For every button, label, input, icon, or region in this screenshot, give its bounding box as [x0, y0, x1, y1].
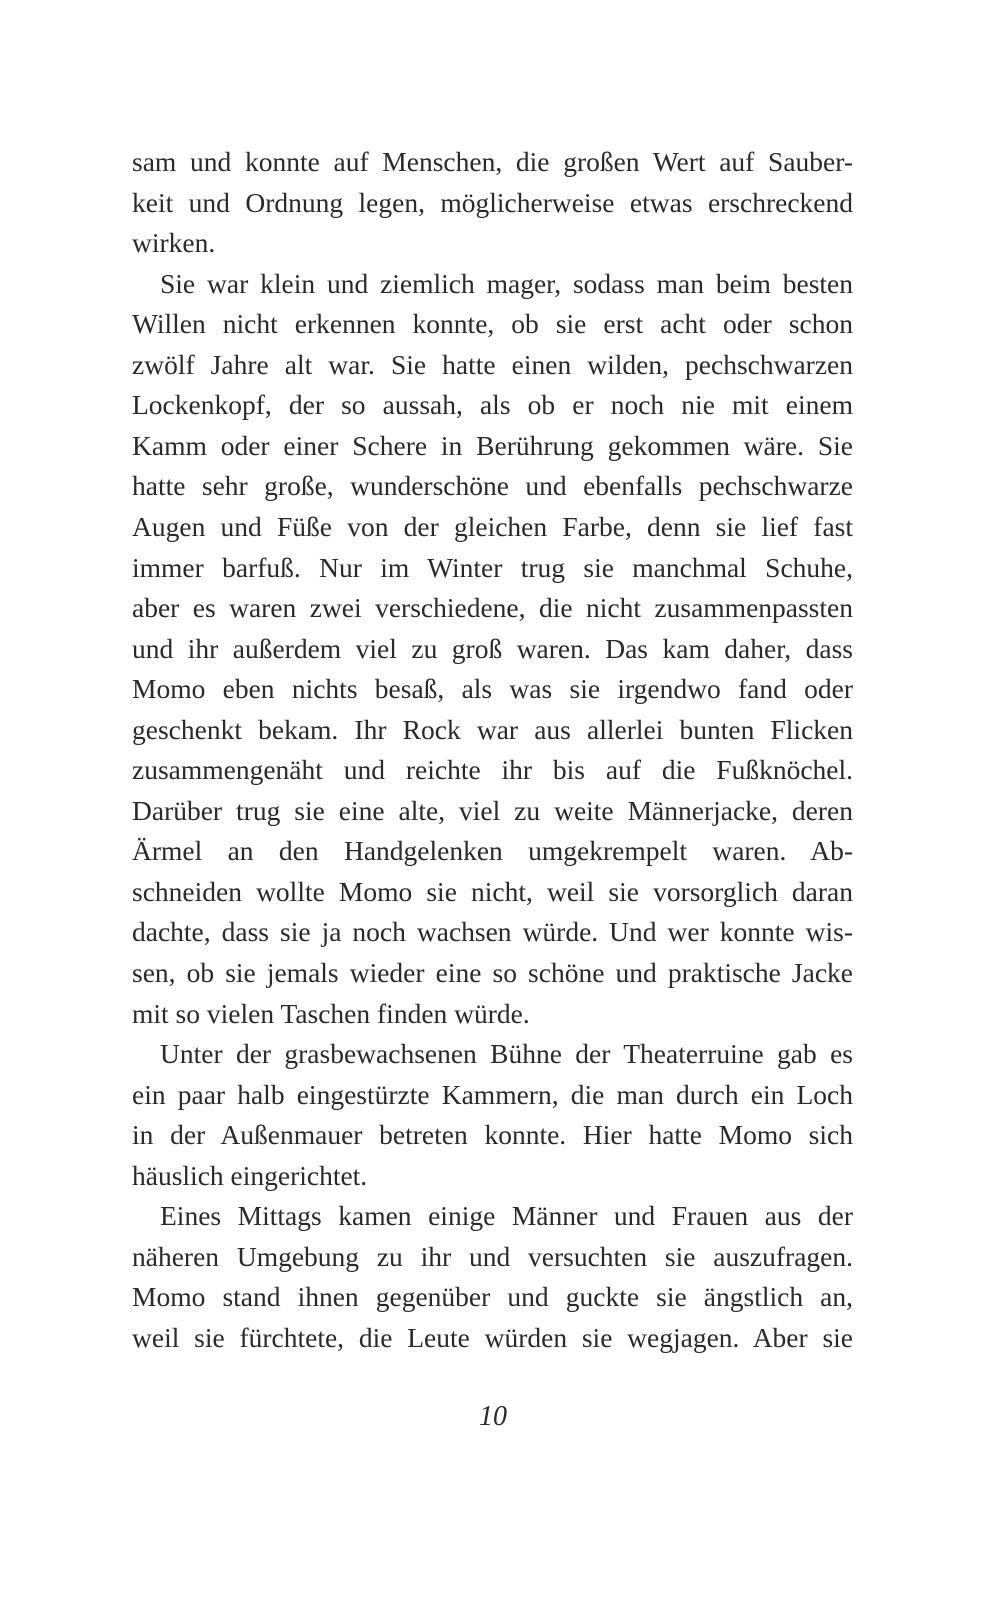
- text-line: Willen nicht erkennen konnte, ob sie erst acht oder schon: [132, 308, 853, 340]
- text-line: Momo stand ihnen gegenüber und guckte sie ängstlich an,: [132, 1281, 853, 1313]
- text-line: ein paar halb eingestürzte Kammern, die man durch ein Loch: [132, 1078, 853, 1110]
- text-line: häuslich eingerichtet.: [132, 1159, 368, 1191]
- text-line: hatte sehr große, wunderschöne und ebenfalls pechschwarze: [132, 470, 853, 502]
- text-line: immer barfuß. Nur im Winter trug sie manchmal Schuhe,: [132, 551, 853, 583]
- text-line: in der Außenmauer betreten konnte. Hier hatte Momo sich: [132, 1119, 853, 1151]
- text-line: sam und konnte auf Menschen, die großen Wert auf Sauber-: [132, 146, 853, 177]
- page-number: 10: [479, 1401, 507, 1432]
- text-line: keit und Ordnung legen, möglicherweise etwas erschreckend: [132, 186, 853, 218]
- text-line: Unter der grasbewachsenen Bühne der Theaterruine gab es: [160, 1038, 853, 1070]
- text-line: geschenkt bekam. Ihr Rock war aus allerlei bunten Flicken: [132, 713, 853, 745]
- text-line: sen, ob sie jemals wieder eine so schöne und praktische Jacke: [132, 957, 853, 988]
- text-line: zwölf Jahre alt war. Sie hatte einen wilden, pechschwarzen: [132, 348, 853, 380]
- text-line: Eines Mittags kamen einige Männer und Frauen aus der: [160, 1200, 853, 1232]
- text-line: Augen und Füße von der gleichen Farbe, denn sie lief fast: [132, 510, 853, 542]
- text-line: Lockenkopf, der so aussah, als ob er noch nie mit einem: [132, 389, 853, 421]
- text-line: wirken.: [132, 227, 216, 259]
- text-line: zusammengenäht und reichte ihr bis auf die Fußknöchel.: [132, 754, 853, 786]
- text-line: mit so vielen Taschen finden würde.: [132, 997, 530, 1029]
- text-line: und ihr außerdem viel zu groß waren. Das kam daher, dass: [132, 632, 853, 664]
- text-line: aber es waren zwei verschiedene, die nicht zusammenpassten: [132, 592, 853, 624]
- text-line: Momo eben nichts besaß, als was sie irgendwo fand oder: [132, 673, 853, 705]
- text-line: weil sie fürchtete, die Leute würden sie wegjagen. Aber sie: [132, 1321, 853, 1353]
- text-line: Darüber trug sie eine alte, viel zu weite Männerjacke, deren: [132, 794, 853, 826]
- text-line: Sie war klein und ziemlich mager, sodass man beim besten: [160, 267, 853, 299]
- text-line: Kamm oder einer Schere in Berührung gekommen wäre. Sie: [132, 429, 853, 461]
- text-line: Ärmel an den Handgelenken umgekrempelt waren. Ab-: [132, 835, 853, 867]
- text-line: dachte, dass sie ja noch wachsen würde. Und wer konnte wis-: [132, 916, 853, 948]
- text-line: schneiden wollte Momo sie nicht, weil sie vorsorglich daran: [132, 875, 853, 907]
- text-line: näheren Umgebung zu ihr und versuchten sie auszufragen.: [132, 1240, 853, 1272]
